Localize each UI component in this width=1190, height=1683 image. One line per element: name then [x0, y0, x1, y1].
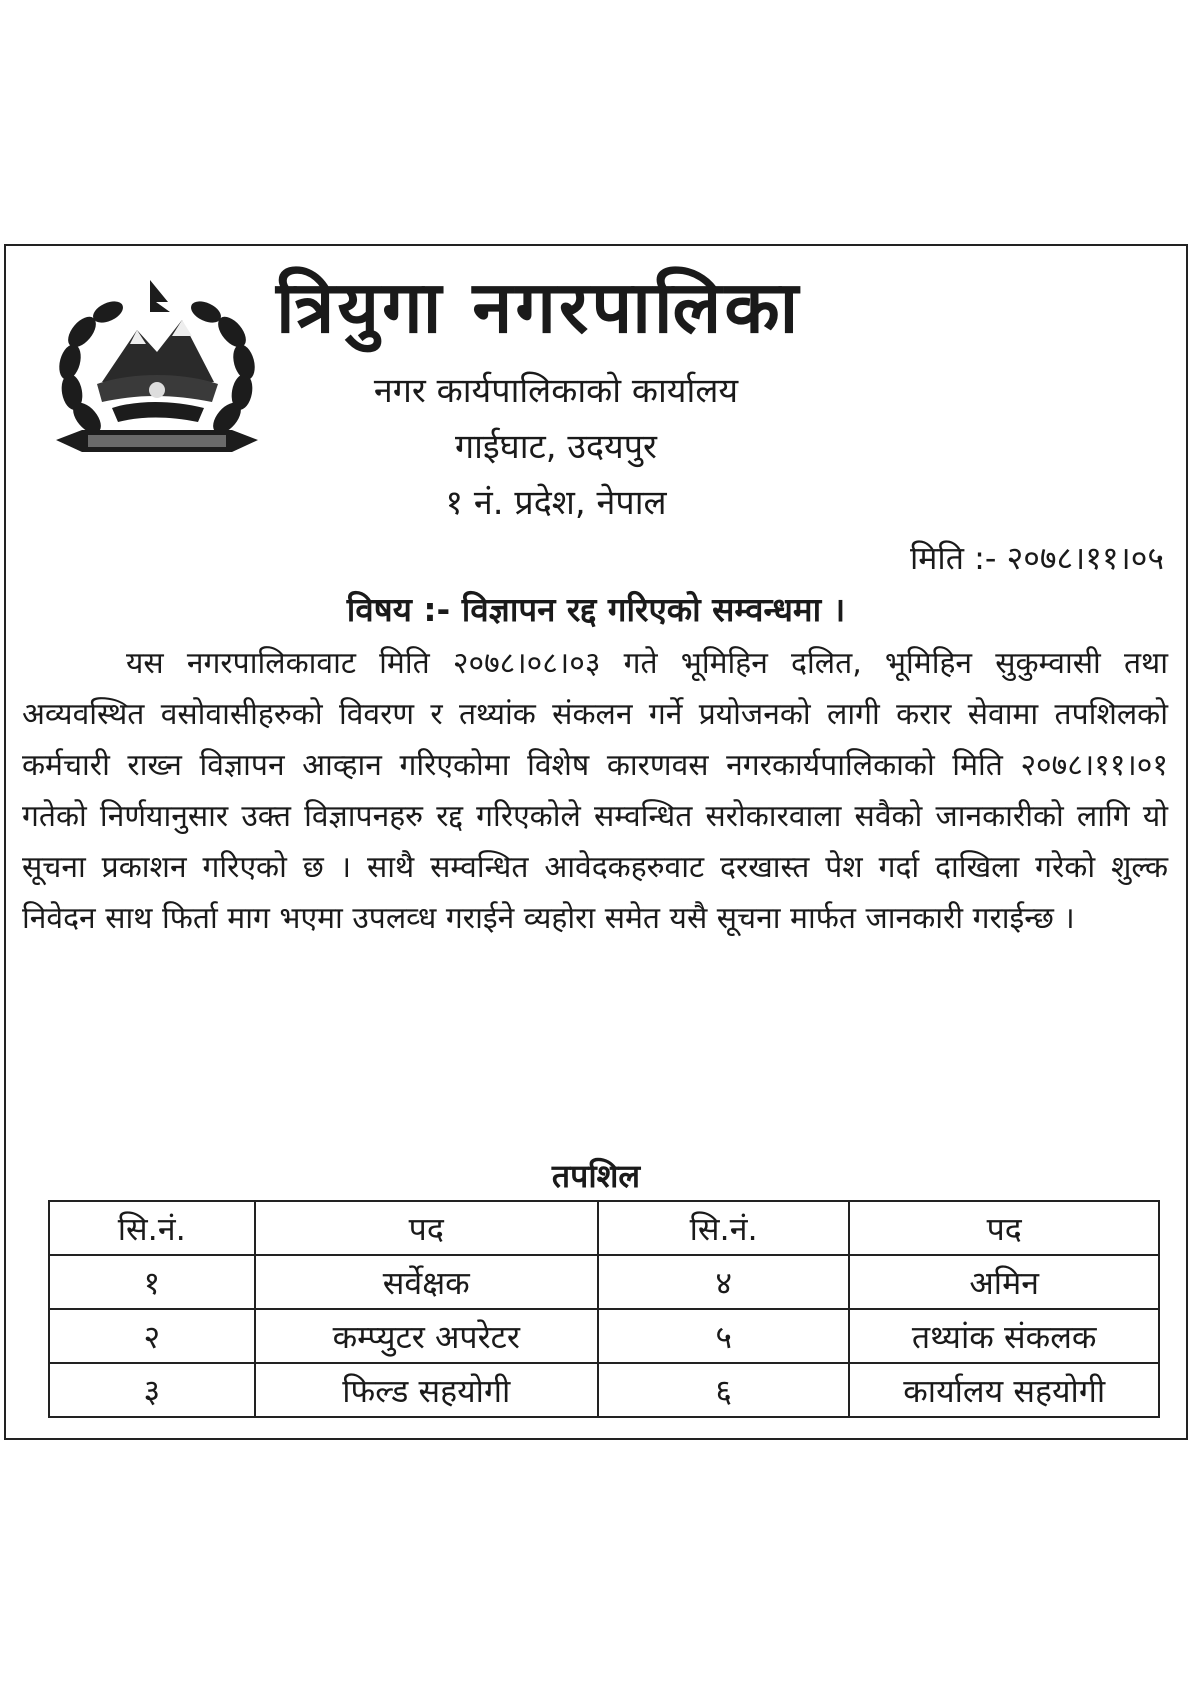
schedule-table [48, 1200, 1160, 1418]
table-row [49, 1255, 1159, 1309]
post-cell: सर्वेक्षक [255, 1255, 598, 1309]
column-header-serial: सि.नं. [49, 1201, 255, 1255]
post-cell: तथ्यांक संकलक [849, 1309, 1159, 1363]
column-header-post: पद [255, 1201, 598, 1255]
schedule-caption: तपशिल [551, 1157, 641, 1195]
serial-cell: ६ [598, 1363, 849, 1417]
public-notice [4, 244, 1188, 1440]
post-cell: कम्प्युटर अपरेटर [255, 1309, 598, 1363]
office-province: १ नं. प्रदेश, नेपाल [445, 483, 667, 523]
nepal-emblem-icon [42, 272, 272, 472]
notice-subject [6, 586, 1186, 631]
notice-body: यस नगरपालिकावाट मिति २०७८।०८।०३ गते भूमिहिन दलित, भूमिहिन सुकुम्वासी तथा अव्यवस्थित वसोवासीहरुको विवरण र तथ्यांक संकलन गर्ने प्रयोजनको लागी करार सेवामा तपशिलको कर्मचारी राख्न विज्ञापन आव्हान गरिएकोमा विशेष कारणवस नगरकार्यपालिकाको मिति २०७८।११।०१ गतेको निर्णयानुसार उक्त विज्ञापनहरु रद्द गरिएकोले सम्वन्धित सरोकारवाला सवैको जानकारीको लागि यो सूचना प्रकाशन गरिएको छ । साथै सम्वन्धित आवेदकहरुवाट दरखास्त पेश गर्दा दाखिला गरेको शुल्क निवेदन साथ फिर्ता माग भएमा उपलव्ध गराईने व्यहोरा समेत यसै सूचना मार्फत जानकारी गराईन्छ । [22, 646, 1168, 936]
post-cell: फिल्ड सहयोगी [255, 1363, 598, 1417]
serial-cell: ५ [598, 1309, 849, 1363]
subject-label: विषय :- [346, 590, 451, 629]
post-cell: कार्यालय सहयोगी [849, 1363, 1159, 1417]
table-row [49, 1309, 1159, 1363]
table-header-row [49, 1201, 1159, 1255]
column-header-post: पद [849, 1201, 1159, 1255]
serial-cell: १ [49, 1255, 255, 1309]
office-name: नगर कार्यपालिकाको कार्यालय [373, 371, 739, 411]
serial-cell: ३ [49, 1363, 255, 1417]
serial-cell: २ [49, 1309, 255, 1363]
column-header-serial: सि.नं. [598, 1201, 849, 1255]
date-value: २०७८।११।०५ [1006, 539, 1164, 577]
post-cell: अमिन [849, 1255, 1159, 1309]
organization-name: त्रियुगा नगरपालिका [276, 265, 802, 349]
table-row [49, 1363, 1159, 1417]
serial-cell: ४ [598, 1255, 849, 1309]
office-location: गाईघाट, उदयपुर [455, 427, 657, 467]
date-label: मिति :- [909, 539, 997, 577]
subject-text: विज्ञापन रद्द गरिएको सम्वन्धमा । [461, 590, 846, 629]
notice-date [910, 536, 1164, 579]
